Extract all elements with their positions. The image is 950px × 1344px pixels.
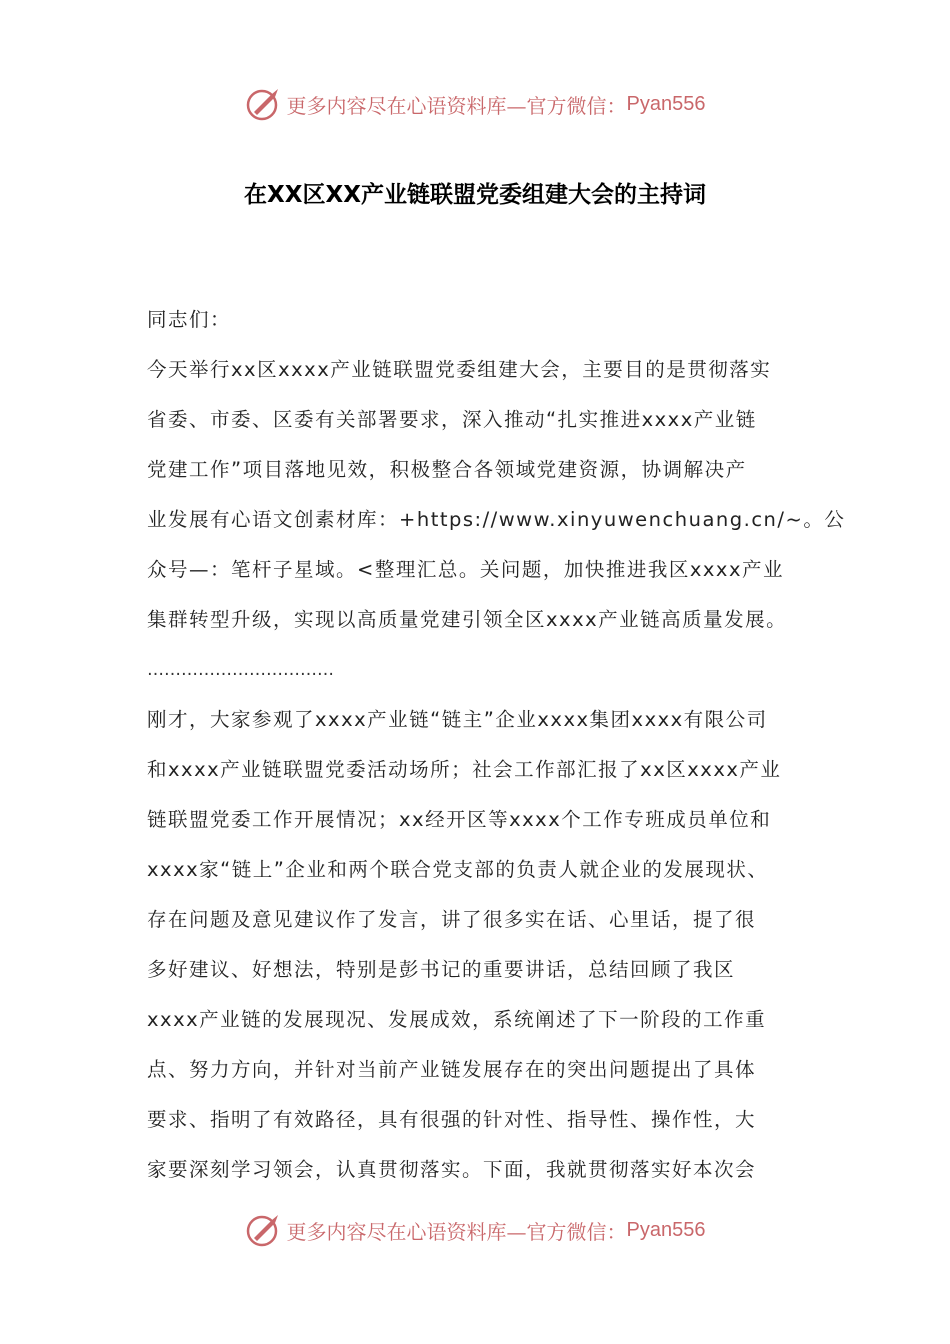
paragraph-line: 刚才，大家参观了xxxx产业链“链主”企业xxxx集团xxxx有限公司 <box>147 708 768 731</box>
paragraph-line: 多好建议、好想法，特别是彭书记的重要讲话，总结回顾了我区 <box>147 958 736 981</box>
paragraph-line: 家要深刻学习领会，认真贯彻落实。下面，我就贯彻落实好本次会 <box>147 1158 757 1181</box>
banner-wechat-id: Pyan556 <box>626 92 706 115</box>
ellipsis-divider: …………………………… <box>147 660 334 680</box>
paragraph-line: 点、努力方向，并针对当前产业链发展存在的突出问题提出了具体 <box>147 1058 757 1081</box>
paragraph-line: xxxx家“链上”企业和两个联合党支部的负责人就企业的发展现状、 <box>147 858 769 881</box>
paragraph-line: 集群转型升级，实现以高质量党建引领全区xxxx产业链高质量发展。 <box>147 608 788 631</box>
body-text <box>147 300 846 1200</box>
footer-banner <box>0 1210 950 1250</box>
paragraph-line: 存在问题及意见建议作了发言，讲了很多实在话、心里话，提了很 <box>147 908 757 931</box>
paragraph-line: 要求、指明了有效路径，具有很强的针对性、指导性、操作性，大 <box>147 1108 757 1131</box>
banner-text: 更多内容尽在心语资料库—官方微信： <box>286 1219 627 1244</box>
paragraph-line: 党建工作”项目落地见效，积极整合各领域党建资源，协调解决产 <box>147 458 747 481</box>
paragraph-line: 业发展有心语文创素材库：+https://www.xinyuwenchuang.cn/~。公 <box>147 508 846 531</box>
page-title: 在XX区XX产业链联盟党委组建大会的主持词 <box>244 182 706 208</box>
paragraph-line: 和xxxx产业链联盟党委活动场所；社会工作部汇报了xx区xxxx产业 <box>147 758 782 781</box>
quill-logo-icon <box>245 86 281 122</box>
banner-text: 更多内容尽在心语资料库—官方微信： <box>286 93 627 118</box>
paragraph-line: 众号—：笔杆子星域。<整理汇总。关问题，加快推进我区xxxx产业 <box>147 558 784 581</box>
paragraph-line: 链联盟党委工作开展情况；xx经开区等xxxx个工作专班成员单位和 <box>147 808 772 831</box>
header-banner <box>0 84 950 124</box>
quill-logo-icon <box>245 1212 281 1248</box>
banner-wechat-id: Pyan556 <box>626 1218 706 1241</box>
paragraph-line: 今天举行xx区xxxx产业链联盟党委组建大会，主要目的是贯彻落实 <box>147 358 772 381</box>
paragraph-line: 同志们： <box>147 308 232 331</box>
paragraph-line: 省委、市委、区委有关部署要求，深入推动“扎实推进xxxx产业链 <box>147 408 757 431</box>
paragraph-line: xxxx产业链的发展现况、发展成效，系统阐述了下一阶段的工作重 <box>147 1008 767 1031</box>
